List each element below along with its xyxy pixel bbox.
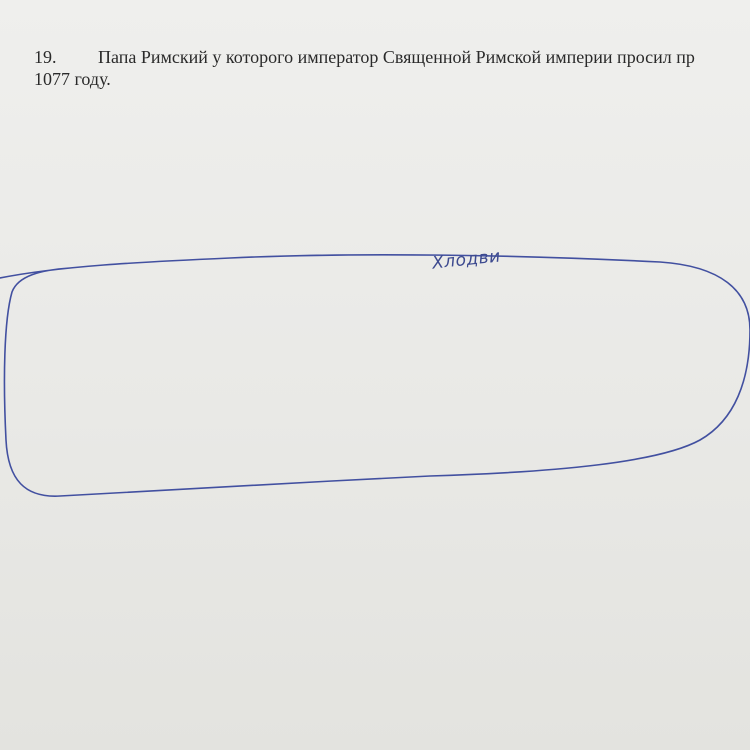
item-number: 19. [34, 47, 57, 67]
item-text-continuation: 1077 году. [34, 69, 111, 89]
list-item [0, 46, 750, 90]
handwritten-note: Хлодви [431, 246, 502, 274]
item-text: Папа Римский у которого император Священной Римской империи просил пр [98, 47, 695, 67]
